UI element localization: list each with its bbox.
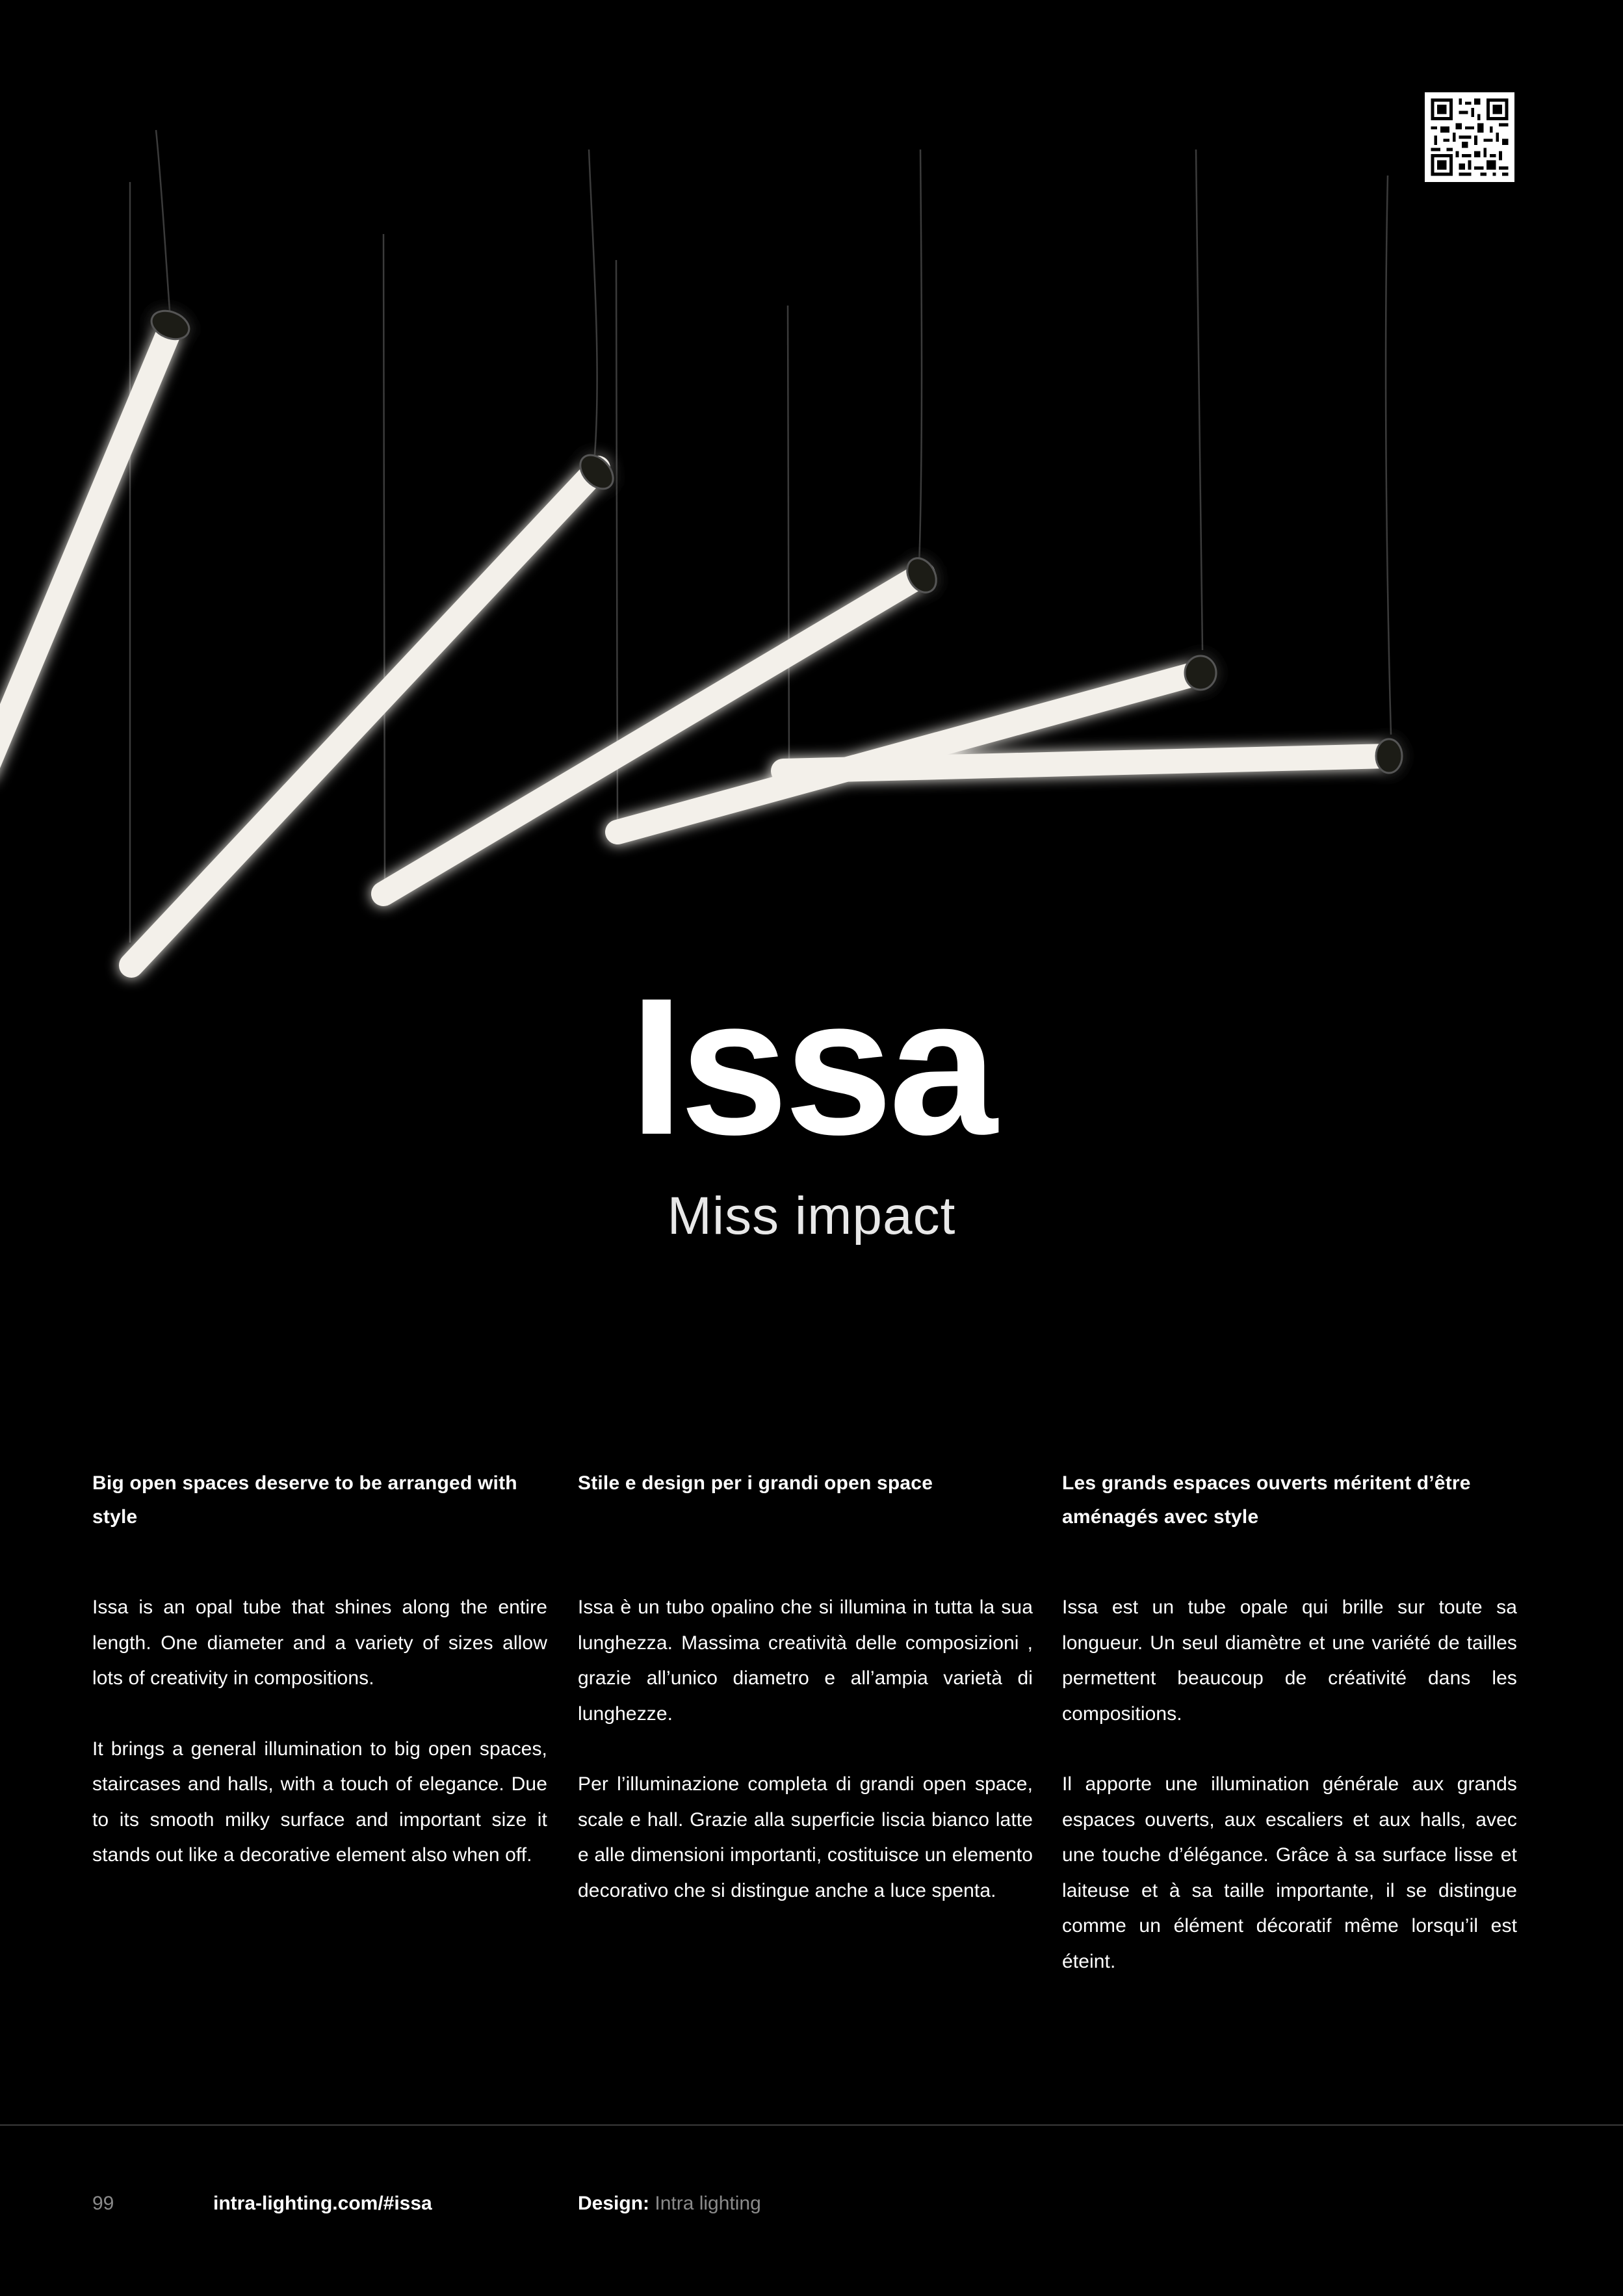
description-column-fr: [1062, 1467, 1517, 1979]
hero-image: [0, 0, 1623, 1014]
product-subtitle: Miss impact: [667, 1186, 956, 1246]
lamp-tube-1: [0, 306, 193, 770]
column-paragraph-1-fr: Issa est un tube opale qui brille sur toute sa longueur. Un seul diamètre et une variété de tailles permettent beaucoup de créativité dans les compositions.: [1062, 1597, 1517, 1725]
column-heading-fr: Les grands espaces ouverts méritent d’être aménagés avec style: [1062, 1472, 1471, 1528]
qr-code-icon[interactable]: [1425, 92, 1514, 182]
column-paragraph-1-it: Issa è un tubo opalino che si illumina in tutta la sua lunghezza. Massima creatività delle composizioni , grazie all’unico diametro e all’ampia varietà di lunghezze.: [578, 1597, 1033, 1725]
design-credit: [578, 2189, 761, 2218]
product-url-link[interactable]: intra-lighting.com/#issa: [213, 2193, 432, 2214]
design-value: Intra lighting: [655, 2193, 761, 2214]
column-paragraph-2-it: Per l’illuminazione completa di grandi open space, scale e hall. Grazie alla superficie liscia bianco latte e alle dimensioni importanti, costituisce un elemento decorativo che si distingue anche a luce spenta.: [578, 1773, 1033, 1901]
design-label: Design:: [578, 2193, 650, 2214]
footer-divider: [0, 2124, 1623, 2126]
description-column-it: [578, 1467, 1033, 1909]
column-paragraph-2-fr: Il apporte une illumination générale aux grands espaces ouverts, aux escaliers et aux halls, avec une touche d’élégance. Grâce à sa surface lisse et laiteuse et à sa taille importante, il se distingue comme un élément décoratif même lorsqu’il est éteint.: [1062, 1773, 1517, 1972]
description-column-en: [92, 1467, 547, 1873]
page-number: 99: [92, 2193, 114, 2214]
column-paragraph-1-en: Issa is an opal tube that shines along the entire length. One diameter and a variety of sizes allow lots of creativity in compositions.: [92, 1597, 547, 1689]
product-title: Issa: [629, 957, 994, 1175]
column-heading-en: Big open spaces deserve to be arranged with style: [92, 1472, 517, 1528]
lamp-tube-4: [617, 656, 1216, 832]
column-paragraph-2-en: It brings a general illumination to big open spaces, staircases and halls, with a touch of elegance. Due to its smooth milky surface and important size it stands out like a decorative element also when off.: [92, 1738, 547, 1866]
column-heading-it: Stile e design per i grandi open space: [578, 1472, 933, 1494]
